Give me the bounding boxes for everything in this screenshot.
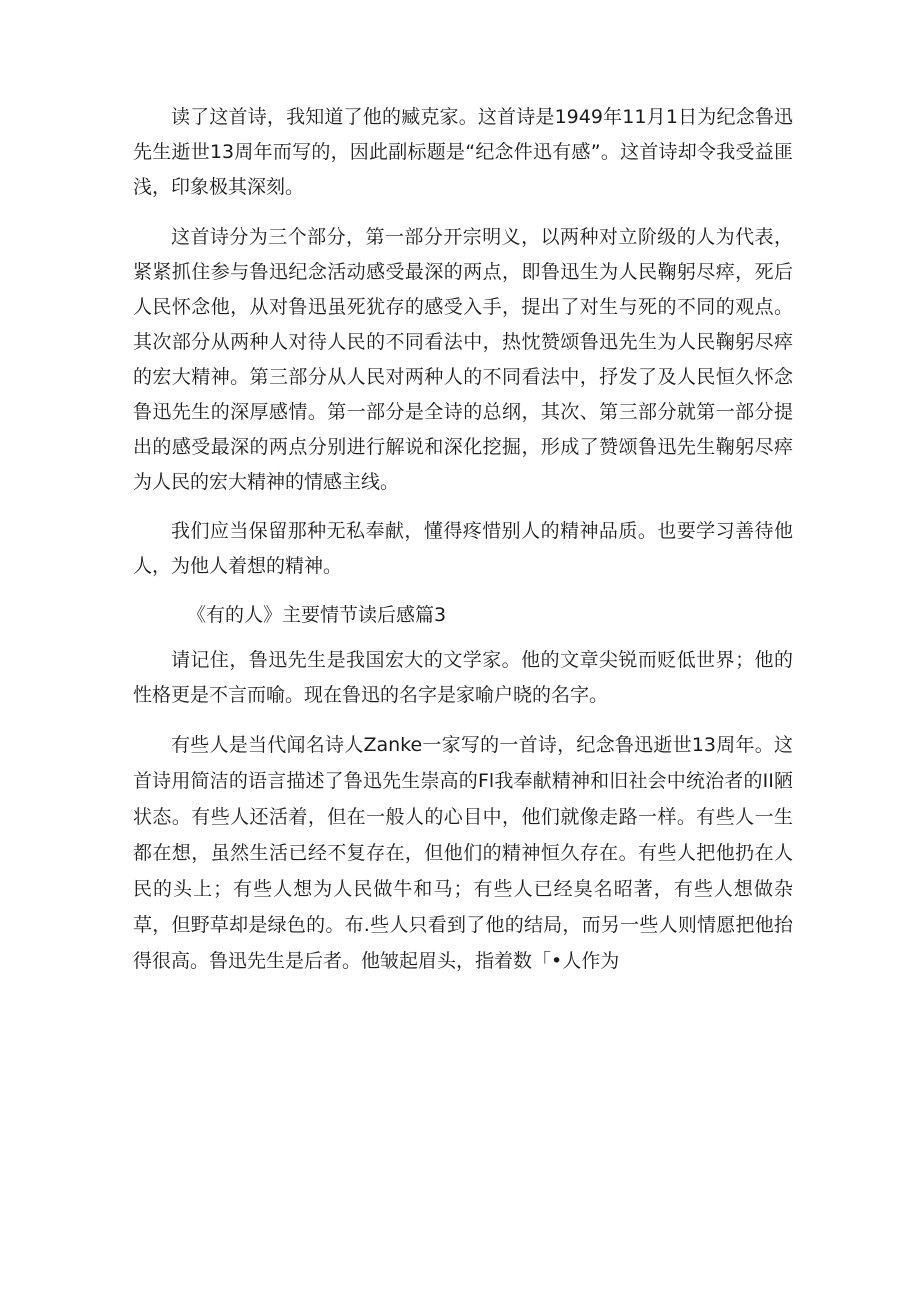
paragraph-1: 读了这首诗，我知道了他的臧克家。这首诗是1949年11月1日为纪念鲁迅先生逝世13周年而写的，因此副标题是“纪念件迅有感”。这首诗却令我受益匪浅，印象极其深刻。 [133,106,793,198]
section-paragraph-2: 有些人是当代闻名诗人Zanke一家写的一首诗，纪念鲁迅逝世13周年。这首诗用简洁的语言描述了鲁迅先生崇高的Fl我奉献精神和旧社会中统治者的II陋状态。有些人还活着，但在一般人的心目中，他们就像走路一样。有些人一生都在想，虽然生活已经不复存在，但他们的精神恒久存在。有些人把他扔在人民的头上；有些人想为人民做牛和马；有些人已经臭名昭著，有些人想做杂草，但野草却是绿色的。布.些人只看到了他的结局，而另一些人则情愿把他抬得很高。鲁迅先生是后者。他皱起眉头，指着数「•人作为 [133,734,793,972]
section-paragraph-1: 请记住，鲁迅先生是我国宏大的文学家。他的文章尖锐而贬低世界；他的性格更是不言而喻。现在鲁迅的名字是家喻户晓的名字。 [133,649,793,706]
paragraph-3: 我们应当保留那种无私奉献，懂得疼惜别人的精神品质。也要学习善待他人，为他人着想的精神。 [133,520,793,577]
paragraph-2: 这首诗分为三个部分，第一部分开宗明义，以两种对立阶级的人为代表，紧紧抓住参与鲁迅纪念活动感受最深的两点，即鲁迅生为人民鞠躬尽瘁，死后人民怀念他，从对鲁迅虽死犹存的感受入手，提出了对生与死的不同的观点。其次部分从两种人对待人民的不同看法中，热忱赞颂鲁迅先生为人民鞠躬尽瘁的宏大精神。第三部分从人民对两种人的不同看法中，抒发了及人民恒久怀念鲁迅先生的深厚感情。第一部分是全诗的总纲，其次、第三部分就第一部分提出的感受最深的两点分别进行解说和深化挖掘，形成了赞颂鲁迅先生鞠躬尽瘁为人民的宏大精神的情感主线。 [133,226,793,493]
document-body [133,100,793,979]
section-title: 《有的人》主要情节读后感篇3 [187,604,447,626]
